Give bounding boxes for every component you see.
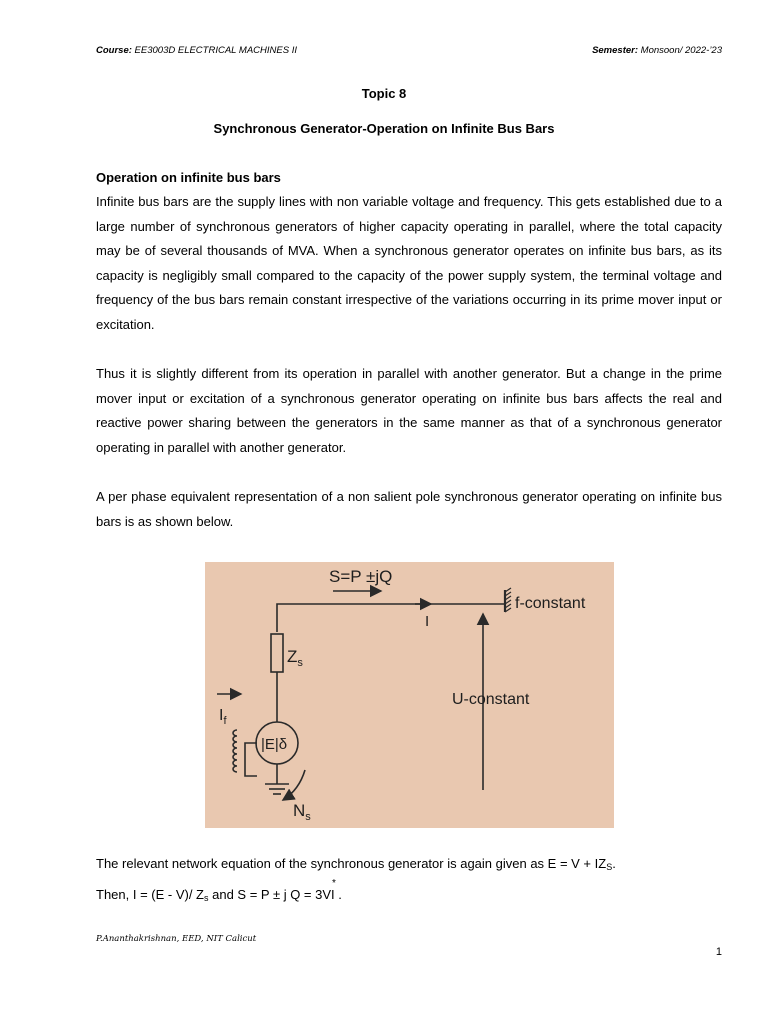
course-label: Course: (96, 45, 132, 56)
footer-author: P.Ananthakrishnan, EED, NIT Calicut (96, 934, 257, 944)
paragraph-1: Infinite bus bars are the supply lines with non variable voltage and frequency. This gets established due to a large number of synchronous generators of higher capacity operating in parallel, where the total capacity may be of several thousands of MVA. When a synchronous generator operates on infinite bus bars, as its capacity is negligibly small compared to the capacity of the power supply system, the terminal voltage and frequency of the bus bars remain constant irrespective of the variations occurring in its prime mover input or excitation. (96, 194, 722, 332)
current-power-equation: Then, I = (E - V)/ $Z_s$ and S = P ± j Q = 3VI * . (96, 878, 342, 903)
topic-title: Topic 8 (361, 86, 407, 101)
power-label: S=P ±jQ (329, 567, 393, 586)
impedance-label: $Z_s$ (287, 647, 303, 669)
paragraph-2: Thus it is slightly different from its operation in parallel with another generator. But a change in the prime mover input or excitation of a synchronous generator operating on infinite bus bars affects the real and reactive power sharing between the generators in the same manner as that of a synchronous generator operating in parallel with another generator. (96, 366, 722, 455)
page-number: 1 (715, 946, 722, 958)
header-course (96, 45, 297, 56)
bus-label: f-constant (515, 595, 586, 612)
current-label: I (425, 613, 430, 630)
semester-label: Semester: (592, 45, 639, 56)
network-equation: The relevant network equation of the synchronous generator is again given as $E = V + IZ_S$. (96, 856, 616, 872)
semester-value: Monsoon/ 2022-’23 (640, 45, 722, 56)
page-subtitle: Synchronous Generator-Operation on Infinite Bus Bars (213, 121, 555, 136)
section-heading: Operation on infinite bus bars (96, 170, 281, 185)
voltage-label: U-constant (452, 691, 530, 708)
header-semester (592, 45, 722, 56)
speed-label: $N_s$ (293, 801, 311, 823)
circuit-figure (205, 562, 614, 828)
field-label: $I_f$ (219, 707, 227, 727)
paragraph-3: A per phase equivalent representation of a non salient pole synchronous generator operating on infinite bus bars is as shown below. (96, 489, 722, 529)
emf-label: |E|δ (261, 736, 288, 753)
course-value: EE3003D ELECTRICAL MACHINES II (134, 45, 297, 56)
